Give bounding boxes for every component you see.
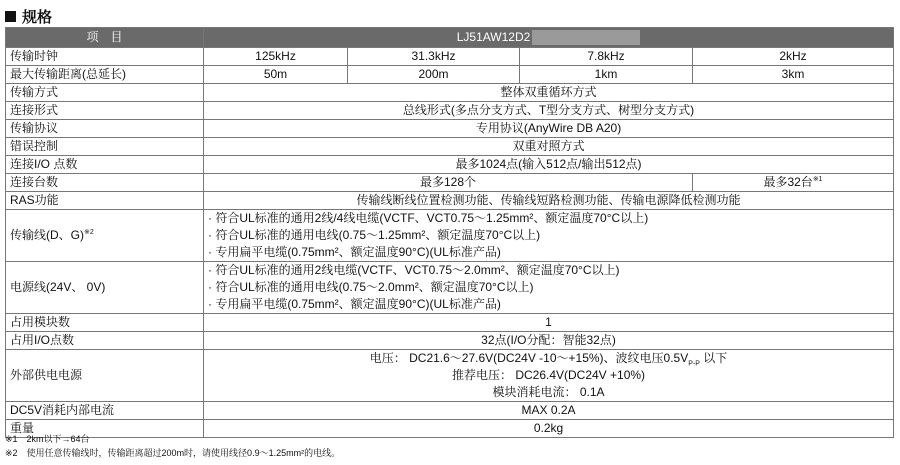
list-item: · 符合UL标准的通用电线(0.75～2.0mm²、额定温度70°C以上) xyxy=(208,280,534,294)
row-label: 外部供电电源 xyxy=(6,350,204,402)
list-item: 推荐电压： DC26.4V(DC24V +10%) xyxy=(451,368,646,382)
table-row xyxy=(6,314,894,332)
list-item: · 符合UL标准的通用2线电缆(VCTF、VCT0.75～2.0mm²、额定温度70°C以上) xyxy=(208,263,620,277)
section-title-text: 规格 xyxy=(22,9,53,26)
table-row xyxy=(6,66,894,84)
footnote: ※1 2km以下→64台 xyxy=(5,434,90,444)
row-label: 传输时钟 xyxy=(6,48,204,66)
footnote: ※2 使用任意传输线时，传输距离超过200m时，请使用线径0.9～1.25mm²的电线。 xyxy=(5,448,341,458)
table-row xyxy=(6,174,894,192)
power-line-values xyxy=(204,262,894,314)
list-item: 模块消耗电流： 0.1A xyxy=(492,385,605,399)
table-row xyxy=(6,332,894,350)
table-row xyxy=(6,102,894,120)
clock-value: 2kHz xyxy=(693,48,894,66)
table-row xyxy=(6,138,894,156)
row-label: 传输方式 xyxy=(6,84,204,102)
list-item: 电压： DC21.6～27.6V(DC24V -10～+15%)、波纹电压$0.5V_{P-P}$ 以下 xyxy=(369,351,728,368)
clock-value: 7.8kHz xyxy=(520,48,693,66)
row-label: 电源线(24V、 0V) xyxy=(6,262,204,314)
table-row xyxy=(6,192,894,210)
distance-value: 1km xyxy=(520,66,693,84)
io-points-value: 最多1024点(输入512点/输出512点) xyxy=(204,156,894,174)
row-label: 错误控制 xyxy=(6,138,204,156)
row-label: 连接I/O 点数 xyxy=(6,156,204,174)
dc5v-value: MAX 0.2A xyxy=(204,402,894,420)
table-row xyxy=(6,210,894,262)
modules-value: 1 xyxy=(204,314,894,332)
row-label: 连接形式 xyxy=(6,102,204,120)
section-title xyxy=(5,6,52,27)
row-label: 重量 xyxy=(6,420,204,438)
protocol-value: 专用协议(AnyWire DB A20) xyxy=(204,120,894,138)
clock-value: 125kHz xyxy=(204,48,348,66)
footnotes xyxy=(5,432,340,460)
topology-value: 总线形式(多点分支方式、T型分支方式、树型分支方式) xyxy=(204,102,894,120)
table-row xyxy=(6,84,894,102)
ras-value: 传输线断线位置检测功能、传输线短路检测功能、传输电源降低检测功能 xyxy=(204,192,894,210)
square-bullet-icon xyxy=(5,11,16,22)
model-name: LJ51AW12D2 xyxy=(456,30,531,44)
redacted-block xyxy=(532,30,640,45)
table-row xyxy=(6,262,894,314)
table-row xyxy=(6,350,894,402)
row-label: 占用I/O点数 xyxy=(6,332,204,350)
distance-value: 50m xyxy=(204,66,348,84)
distance-value: 3km xyxy=(693,66,894,84)
list-item: · 符合UL标准的通用2线/4线电缆(VCTF、VCT0.75～1.25mm²、额定温度70°C以上) xyxy=(208,211,649,225)
list-item: · 专用扁平电缆(0.75mm²、额定温度90°C)(UL标准产品) xyxy=(208,297,501,311)
list-item: · 符合UL标准的通用电线(0.75～1.25mm²、额定温度70°C以上) xyxy=(208,228,541,242)
table-row xyxy=(6,402,894,420)
units-value: 最多128个 xyxy=(204,174,693,192)
table-row xyxy=(6,48,894,66)
table-header-row xyxy=(6,28,894,48)
method-value: 整体双重循环方式 xyxy=(204,84,894,102)
row-label: DC5V消耗内部电流 xyxy=(6,402,204,420)
weight-value: 0.2kg xyxy=(204,420,894,438)
list-item: · 专用扁平电缆(0.75mm²、额定温度90°C)(UL标准产品) xyxy=(208,245,501,259)
clock-value: 31.3kHz xyxy=(348,48,520,66)
units-value-last: 最多32台$^{※1}$ xyxy=(693,174,894,192)
row-label: 占用模块数 xyxy=(6,314,204,332)
header-model-cell xyxy=(204,28,894,48)
row-label: 传输协议 xyxy=(6,120,204,138)
row-label: RAS功能 xyxy=(6,192,204,210)
table-row xyxy=(6,120,894,138)
ext-power-values xyxy=(204,350,894,402)
header-item-label: 项 目 xyxy=(6,28,204,48)
row-label: 连接台数 xyxy=(6,174,204,192)
footnote-mark: ※1 xyxy=(812,176,823,183)
row-label: 传输线(D、G)$^{※2}$ xyxy=(6,210,204,262)
distance-value: 200m xyxy=(348,66,520,84)
footnote-mark: ※2 xyxy=(84,229,94,236)
row-label: 最大传输距离(总延长) xyxy=(6,66,204,84)
table-row xyxy=(6,156,894,174)
error-value: 双重对照方式 xyxy=(204,138,894,156)
occupied-io-value: 32点(I/O分配：智能32点) xyxy=(204,332,894,350)
trans-line-values xyxy=(204,210,894,262)
spec-table xyxy=(5,27,894,438)
